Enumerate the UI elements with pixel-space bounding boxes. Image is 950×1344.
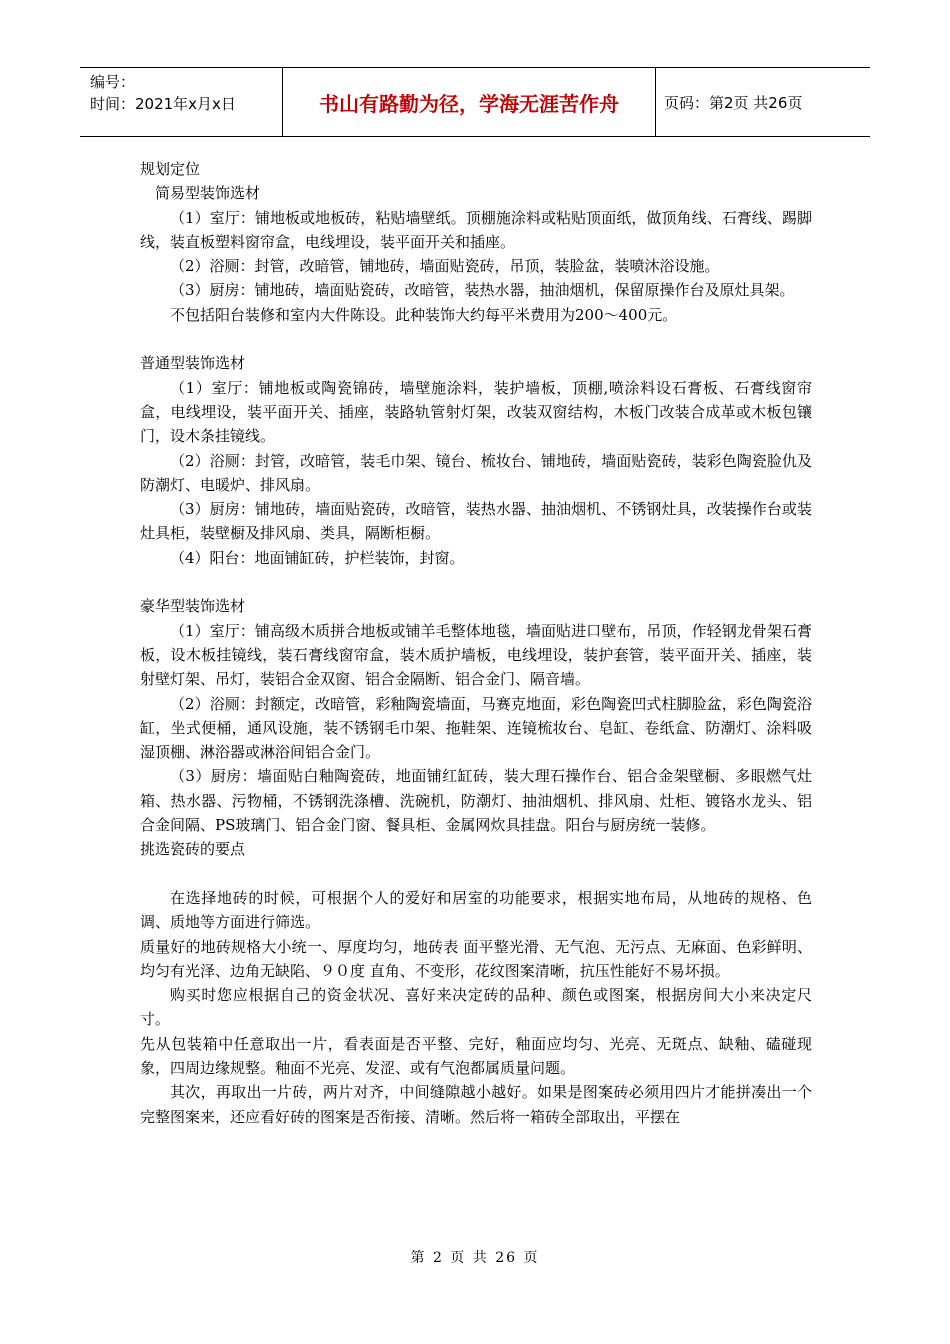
paragraph: （1）室厅：铺地板或陶瓷锦砖，墙壁施涂料，装护墙板，顶棚,喷涂料设石膏板、石膏线窗帘盒，电线埋设，装平面开关、插座，装路轨管射灯架，改装双窗结构，木板门改装合成革或木板包镶门，设木条挂镜线。 xyxy=(140,378,812,446)
header-page-number: 页码：第2页 共26页 xyxy=(664,93,803,112)
paragraph: 在选择地砖的时候，可根据个人的爱好和居室的功能要求，根据实地布局，从地砖的规格、色调、质地等方面进行筛选。 xyxy=(140,888,812,932)
paragraph: 先从包装箱中任意取出一片，看表面是否平整、完好，釉面应均匀、光亮、无斑点、缺釉、磕碰现象，四周边缘规整。釉面不光亮、发涩、或有气泡都属质量问题。 xyxy=(140,1034,812,1077)
paragraph: （3）厨房：铺地砖，墙面贴瓷砖，改暗管，装热水器、抽油烟机、不锈钢灶具，改装操作台或装灶具柜，装壁橱及排风扇、类具，隔断柜橱。 xyxy=(140,500,812,543)
blank-line xyxy=(140,570,812,594)
blank-line xyxy=(140,862,812,886)
header-meta xyxy=(80,68,283,136)
code-label: 编号： xyxy=(90,73,136,91)
paragraph: （3）厨房：铺地砖，墙面贴瓷砖，改暗管，装热水器，抽油烟机，保留原操作台及原灶具架。 xyxy=(170,281,795,300)
date-label: 时间：2021年x月x日 xyxy=(90,95,236,113)
paragraph: 豪华型装饰选材 xyxy=(140,597,246,616)
page-footer: 第 2 页 共 26 页 xyxy=(410,1250,540,1266)
paragraph: 简易型装饰选材 xyxy=(155,184,261,203)
header-motto: 书山有路勤为径，学海无涯苦作舟 xyxy=(283,68,656,136)
paragraph: （2）浴厕：封管，改暗管，装毛巾架、镜台、梳妆台、铺地砖，墙面贴瓷砖，装彩色陶瓷脸仇及防潮灯、电暖炉、排风扇。 xyxy=(140,451,812,494)
page-header xyxy=(80,67,870,137)
paragraph: （2）浴厕：封额定，改暗管，彩釉陶瓷墙面，马赛克地面，彩色陶瓷凹式柱脚脸盆，彩色陶瓷浴缸，坐式便桶，通风设施，装不锈钢毛巾架、拖鞋架、连镜梳妆台、皂缸、卷纸盒、防潮灯、涂料吸湿顶棚、淋浴器或淋浴间铝合金门。 xyxy=(140,694,812,762)
paragraph: 不包括阳台装修和室内大件陈设。此种装饰大约每平米费用为200～400元。 xyxy=(170,305,678,324)
paragraph: （4）阳台：地面铺缸砖，护栏装饰，封窗。 xyxy=(170,548,465,567)
paragraph: 普通型装饰选材 xyxy=(140,354,246,373)
document-body xyxy=(140,157,812,1129)
paragraph: 其次，再取出一片砖，两片对齐，中间缝隙越小越好。如果是图案砖必须用四片才能拼凑出一个完整图案来，还应看好砖的图案是否衔接、清晰。然后将一箱砖全部取出，平摆在 xyxy=(140,1083,812,1126)
paragraph: （3）厨房：墙面贴白釉陶瓷砖，地面铺红缸砖，装大理石操作台、铝合金架壁橱、多眼燃气灶箱、热水器、污物桶，不锈钢洗涤槽、洗碗机，防潮灯、抽油烟机、排风扇、灶柜、镀铬水龙头、铝合金间隔、PS玻璃门、铝合金门窗、餐具柜、金属网炊具挂盘。阳台与厨房统一装修。 xyxy=(140,767,812,835)
paragraph: （1）室厅：铺地板或地板砖，粘贴墙壁纸。顶棚施涂料或粘贴顶面纸，做顶角线、石膏线、踢脚线，装直板塑料窗帘盒，电线埋设，装平面开关和插座。 xyxy=(140,208,812,251)
paragraph: 质量好的地砖规格大小统一、厚度均匀，地砖表 面平整光滑、无气泡、无污点、无麻面、色彩鲜明、均匀有光泽、边角无缺陷、９０度 直角、不变形，花纹图案清晰，抗压性能好不易坏损。 xyxy=(140,937,812,980)
paragraph: 挑选瓷砖的要点 xyxy=(140,840,246,859)
paragraph: 购买时您应根据自己的资金状况、喜好来决定砖的品种、颜色或图案，根据房间大小来决定尺寸。 xyxy=(140,986,812,1029)
paragraph: （2）浴厕：封管，改暗管，铺地砖，墙面贴瓷砖，吊顶，装脸盆，装喷沐浴设施。 xyxy=(170,257,720,276)
paragraph: 规划定位 xyxy=(140,160,201,178)
paragraph: （1）室厅：铺高级木质拼合地板或铺羊毛整体地毯，墙面贴进口壁布，吊顶，作轻钢龙骨架石膏板，设木板挂镜线，装石膏线窗帘盒，装木质护墙板，电线埋设，装护套管，装平面开关、插座，装射壁灯架、吊灯，装铝合金双窗、铝合金隔断、铝合金门、隔音墙。 xyxy=(140,621,812,689)
blank-line xyxy=(140,327,812,351)
